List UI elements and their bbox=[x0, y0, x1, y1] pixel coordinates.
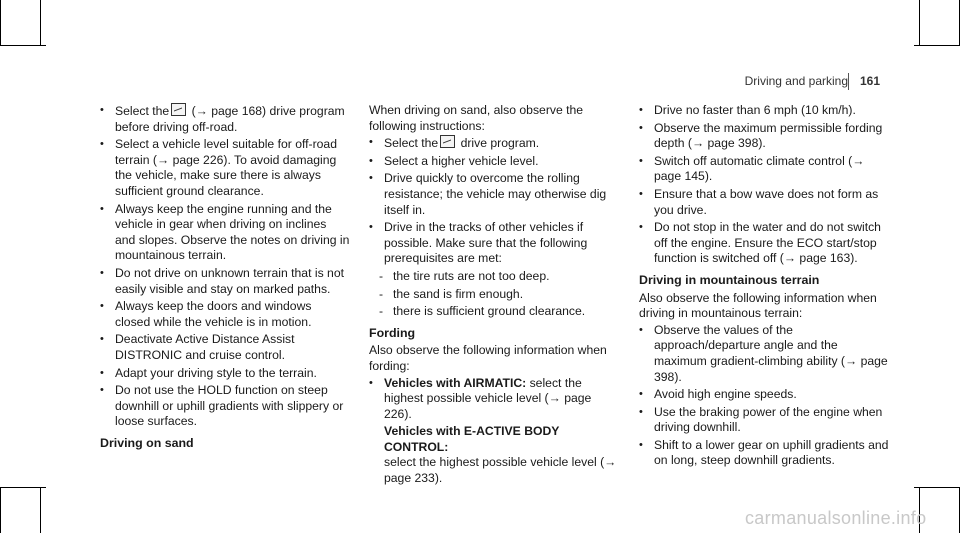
bullet: • bbox=[369, 172, 373, 185]
item-text: Observe the values of the approach/departure angle and the maximum gradient-climbing ability (→ page 398). bbox=[654, 322, 888, 384]
bullet: • bbox=[369, 154, 373, 167]
item-text: Switch off automatic climate control (→ page 145). bbox=[654, 153, 865, 184]
column-1 bbox=[100, 103, 350, 453]
watermark: carmanualsonline.info bbox=[745, 508, 927, 528]
list-item bbox=[100, 332, 350, 363]
list-item bbox=[639, 220, 889, 267]
dash: - bbox=[379, 268, 384, 283]
paragraph: When driving on sand, also observe the following instructions: bbox=[369, 103, 584, 133]
paragraph: Also observe the following information when fording: bbox=[369, 343, 607, 373]
crop-mark bbox=[40, 487, 41, 533]
offroad-program-icon bbox=[440, 135, 455, 148]
dash: - bbox=[379, 304, 384, 319]
section-title: Driving and parking bbox=[744, 74, 848, 88]
bullet: • bbox=[639, 187, 643, 200]
item-text: Select the bbox=[384, 136, 439, 151]
list-item bbox=[369, 135, 621, 152]
column-3 bbox=[639, 103, 889, 471]
bullet: • bbox=[100, 333, 104, 346]
item-text: the sand is firm enough. bbox=[393, 286, 524, 301]
list-item bbox=[100, 137, 350, 199]
bullet: • bbox=[639, 104, 643, 116]
bullet: • bbox=[639, 323, 643, 336]
bullet: • bbox=[369, 136, 373, 149]
list-item bbox=[100, 266, 350, 297]
bullet: • bbox=[100, 300, 104, 313]
bullet: • bbox=[100, 366, 104, 379]
item-text: Always keep the doors and windows closed while the vehicle is in motion. bbox=[115, 299, 312, 329]
item-text: Select a vehicle level suitable for off-road terrain (→ page 226). To avoid damaging the vehicle, make sure there is always sufficient ground clearance. bbox=[115, 137, 337, 198]
item-text: Always keep the engine running and the vehicle in gear when driving on inclines and slopes. Observe the notes on driving in mountainous terrain. bbox=[115, 201, 350, 263]
bullet: • bbox=[639, 388, 643, 401]
bullet: • bbox=[639, 438, 643, 451]
crop-mark bbox=[0, 487, 1, 533]
item-text: Do not drive on unknown terrain that is not easily visible and stay on marked paths. bbox=[115, 265, 344, 296]
section-heading: Driving in mountainous terrain bbox=[639, 272, 820, 287]
header-divider bbox=[848, 73, 849, 90]
crop-mark bbox=[914, 45, 960, 46]
item-text: (→ page 168) drive program before driving off-road. bbox=[115, 104, 345, 134]
crop-mark bbox=[919, 0, 920, 46]
list-item bbox=[369, 171, 621, 218]
list-item bbox=[100, 366, 350, 382]
crop-mark bbox=[914, 487, 960, 488]
list-item bbox=[639, 387, 889, 403]
list-item bbox=[100, 202, 350, 264]
column-2 bbox=[369, 103, 621, 489]
bullet: • bbox=[639, 405, 643, 418]
list-item bbox=[369, 376, 621, 487]
bullet: • bbox=[100, 266, 104, 279]
list-item bbox=[639, 438, 889, 469]
list-item bbox=[369, 154, 621, 170]
dash-item bbox=[369, 304, 621, 320]
item-label: Vehicles with AIRMATIC: bbox=[384, 375, 527, 390]
item-text: Drive in the tracks of other vehicles if possible. Make sure that the following prerequisites are met: bbox=[384, 220, 588, 266]
item-text: select the highest possible vehicle level (→ page 226). bbox=[384, 375, 592, 421]
crop-mark bbox=[0, 45, 46, 46]
crop-mark bbox=[0, 487, 46, 488]
item-text: Adapt your driving style to the terrain. bbox=[115, 365, 317, 380]
list-item bbox=[100, 103, 350, 135]
item-text: Do not use the HOLD function on steep downhill or uphill gradients with slippery or loose surfaces. bbox=[115, 383, 344, 429]
item-text: there is sufficient ground clearance. bbox=[393, 304, 586, 319]
bullet: • bbox=[639, 121, 643, 134]
item-text: Shift to a lower gear on uphill gradients and on long, steep downhill gradients. bbox=[654, 437, 889, 468]
list-item bbox=[100, 299, 350, 330]
bullet: • bbox=[369, 221, 373, 234]
list-item bbox=[639, 323, 889, 385]
list-item bbox=[100, 383, 350, 430]
dash-item bbox=[369, 287, 621, 303]
item-text: the tire ruts are not too deep. bbox=[393, 268, 550, 283]
crop-mark bbox=[40, 0, 41, 46]
dash: - bbox=[379, 286, 384, 301]
bullet: • bbox=[639, 154, 643, 167]
item-text: Select a higher vehicle level. bbox=[384, 153, 539, 168]
item-text: Do not stop in the water and do not switch off the engine. Ensure the ECO start/stop function is switched off (→ page 163). bbox=[654, 220, 881, 266]
bullet: • bbox=[100, 138, 104, 151]
item-text: Deactivate Active Distance Assist DISTRONIC and cruise control. bbox=[115, 332, 295, 362]
dash-item bbox=[369, 269, 621, 285]
item-text: Drive quickly to overcome the rolling resistance; the vehicle may otherwise dig itself in. bbox=[384, 171, 607, 217]
item-text: Avoid high engine speeds. bbox=[654, 387, 797, 402]
list-item bbox=[639, 154, 889, 185]
item-text: drive program. bbox=[457, 136, 540, 151]
bullet: • bbox=[369, 376, 373, 389]
crop-mark bbox=[0, 0, 1, 46]
list-item bbox=[639, 103, 889, 119]
bullet: • bbox=[639, 221, 643, 234]
list-item bbox=[639, 187, 889, 218]
item-text: Ensure that a bow wave does not form as you drive. bbox=[654, 186, 879, 217]
section-heading: Driving on sand bbox=[100, 435, 194, 450]
item-label: Vehicles with E-ACTIVE BODY CONTROL: bbox=[384, 424, 560, 454]
page-number: 161 bbox=[859, 74, 880, 88]
list-item bbox=[639, 405, 889, 436]
list-item bbox=[639, 121, 889, 152]
item-text: Use the braking power of the engine when driving downhill. bbox=[654, 404, 883, 435]
section-heading: Fording bbox=[369, 325, 416, 340]
bullet: • bbox=[100, 202, 104, 215]
item-text: Observe the maximum permissible fording depth (→ page 398). bbox=[654, 120, 883, 151]
paragraph: Also observe the following information when driving in mountainous terrain: bbox=[639, 290, 877, 321]
bullet: • bbox=[100, 104, 104, 116]
item-text: Drive no faster than 6 mph (10 km/h). bbox=[654, 103, 856, 117]
item-text: Select the bbox=[115, 104, 170, 118]
bullet: • bbox=[100, 384, 104, 397]
offroad-program-icon bbox=[171, 103, 186, 116]
item-text: select the highest possible vehicle level (→ page 233). bbox=[384, 455, 617, 486]
list-item bbox=[369, 220, 621, 267]
